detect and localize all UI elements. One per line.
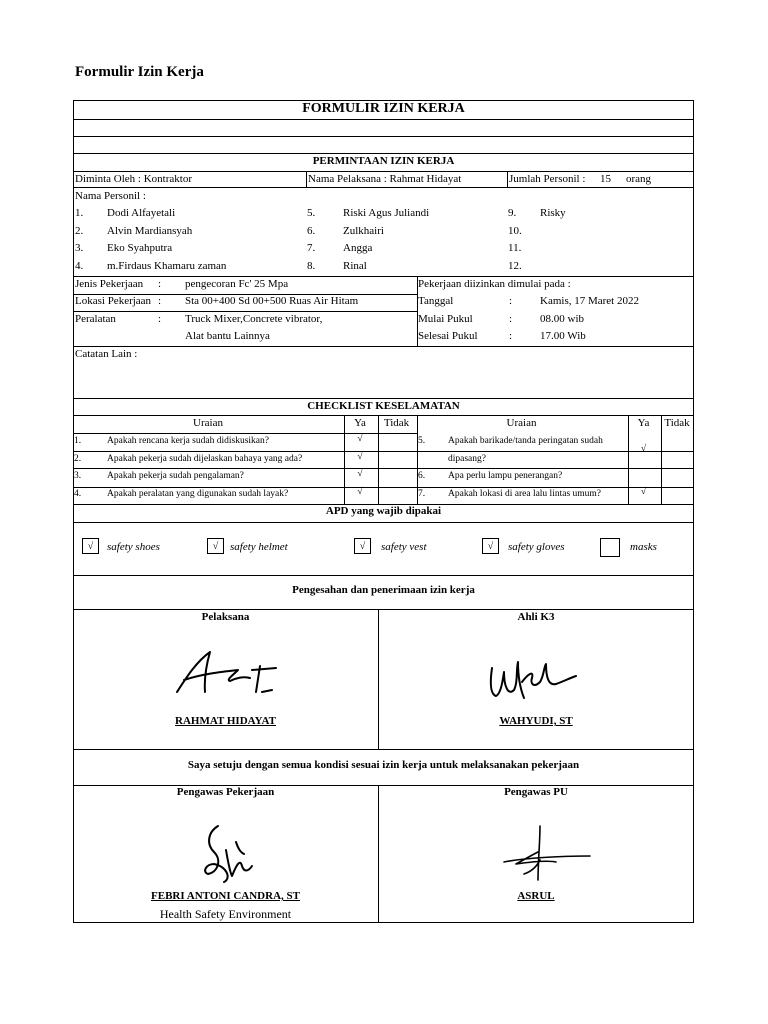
- signature-wahyudi: [486, 658, 586, 704]
- colon: :: [509, 313, 513, 325]
- personnel-no: 7.: [307, 242, 316, 254]
- rule: [507, 171, 508, 188]
- personnel-unit: orang: [626, 173, 652, 185]
- personnel-no: 6.: [307, 225, 316, 237]
- work-type-label: Jenis Pekerjaan: [75, 278, 144, 290]
- checklist-item: Apa perlu lampu penerangan?: [448, 471, 563, 481]
- pu-supervisor-role: Pengawas PU: [504, 786, 568, 798]
- apd-checkbox[interactable]: √: [482, 538, 499, 554]
- check-mark: √: [357, 469, 363, 479]
- personnel-name: Dodi Alfayetali: [107, 207, 176, 219]
- end-time-value: 17.00 Wib: [540, 330, 586, 342]
- check-mark: √: [640, 444, 647, 454]
- apd-title: APD yang wajib dipakai: [325, 505, 442, 517]
- equipment-label: Peralatan: [75, 313, 116, 325]
- approval-title: Pengesahan dan penerimaan izin kerja: [292, 584, 475, 596]
- check-mark: √: [357, 452, 363, 462]
- supervisor-name-sign: FEBRI ANTONI CANDRA, ST: [151, 890, 300, 902]
- signature-febri: [196, 822, 256, 886]
- rule: [74, 276, 693, 277]
- requested-by: Diminta Oleh : Kontraktor: [75, 173, 193, 185]
- start-title: Pekerjaan diizinkan dimulai pada :: [418, 278, 571, 290]
- executor-role: Pelaksana: [201, 611, 250, 623]
- checklist-no: 6.: [418, 471, 426, 481]
- signature-asrul: [500, 822, 594, 886]
- checklist-no: 3.: [74, 471, 82, 481]
- colon: :: [509, 330, 513, 342]
- equipment-value-2: Alat bantu Lainnya: [185, 330, 270, 342]
- personnel-name: Rinal: [343, 260, 367, 272]
- apd-label: safety helmet: [230, 541, 288, 553]
- personnel-name: Alvin Mardiansyah: [107, 225, 193, 237]
- apd-checkbox[interactable]: [600, 538, 620, 557]
- form-header: FORMULIR IZIN KERJA: [302, 101, 465, 116]
- rule: [74, 136, 693, 137]
- checklist-no: 7.: [418, 489, 426, 499]
- apd-label: safety gloves: [508, 541, 565, 553]
- personnel-count: 15: [600, 173, 611, 185]
- colon: :: [158, 295, 162, 307]
- personnel-no: 9.: [508, 207, 517, 219]
- personnel-name: m.Firdaus Khamaru zaman: [107, 260, 227, 272]
- document-title: Formulir Izin Kerja: [75, 64, 204, 80]
- personnel-name: Riski Agus Juliandi: [343, 207, 430, 219]
- personnel-no: 12.: [508, 260, 522, 272]
- work-type-value: pengecoran Fc' 25 Mpa: [185, 278, 289, 290]
- apd-label: safety shoes: [107, 541, 160, 553]
- check-mark: √: [357, 487, 363, 497]
- colon: :: [509, 295, 513, 307]
- rule: [74, 575, 693, 576]
- personnel-name: Angga: [343, 242, 373, 254]
- end-time-label: Selesai Pukul: [418, 330, 478, 342]
- personnel-count-label: Jumlah Personil :: [509, 173, 586, 185]
- personnel-no: 11.: [508, 242, 522, 254]
- checklist-col-yes: Ya: [354, 417, 366, 429]
- personnel-no: 2.: [75, 225, 84, 237]
- signature-rahmat: [172, 648, 282, 698]
- rule: [74, 346, 693, 347]
- apd-checkbox[interactable]: √: [82, 538, 99, 554]
- checklist-item: Apakah peralatan yang digunakan sudah layak?: [107, 489, 289, 499]
- colon: :: [158, 278, 162, 290]
- personnel-no: 1.: [75, 207, 84, 219]
- rule: [306, 171, 307, 188]
- start-time-label: Mulai Pukul: [418, 313, 473, 325]
- check-mark: √: [357, 434, 363, 444]
- executor-name-sign: RAHMAT HIDAYAT: [175, 715, 276, 727]
- equipment-value: Truck Mixer,Concrete vibrator,: [185, 313, 323, 325]
- start-time-value: 08.00 wib: [540, 313, 584, 325]
- checklist-no: 2.: [74, 454, 82, 464]
- work-location-value: Sta 00+400 Sd 00+500 Ruas Air Hitam: [185, 295, 359, 307]
- work-location-label: Lokasi Pekerjaan: [75, 295, 152, 307]
- personnel-name: Eko Syahputra: [107, 242, 173, 254]
- supervisor-subtitle: Health Safety Environment: [159, 907, 292, 921]
- date-value: Kamis, 17 Maret 2022: [540, 295, 639, 307]
- checklist-col-no: Tidak: [664, 417, 690, 429]
- checklist-item: Apakah rencana kerja sudah didiskusikan?: [107, 436, 269, 446]
- rule: [74, 451, 693, 452]
- executor-name: Nama Pelaksana : Rahmat Hidayat: [308, 173, 462, 185]
- supervisor-role: Pengawas Pekerjaan: [176, 786, 275, 798]
- checklist-col-item: Uraian: [193, 417, 223, 429]
- personnel-no: 3.: [75, 242, 84, 254]
- rule: [378, 609, 379, 750]
- personnel-no: 4.: [75, 260, 84, 272]
- checklist-title: CHECKLIST KESELAMATAN: [307, 400, 460, 412]
- notes-label: Catatan Lain :: [75, 348, 138, 360]
- k3-role: Ahli K3: [517, 611, 555, 623]
- checklist-item: Apakah pekerja sudah pengalaman?: [107, 471, 244, 481]
- request-section-title: PERMINTAAN IZIN KERJA: [312, 155, 455, 167]
- personnel-name: Zulkhairi: [343, 225, 384, 237]
- checklist-no: 4.: [74, 489, 82, 499]
- personnel-no: 10.: [508, 225, 522, 237]
- rule: [74, 187, 693, 188]
- apd-label: safety vest: [381, 541, 427, 553]
- checklist-item: Apakah pekerja sudah dijelaskan bahaya yang ada?: [107, 454, 303, 464]
- apd-checkbox[interactable]: √: [207, 538, 224, 554]
- checklist-col-item: Uraian: [506, 417, 537, 429]
- agreement-statement: Saya setuju dengan semua kondisi sesuai izin kerja untuk melaksanakan pekerjaan: [187, 759, 580, 771]
- rule: [74, 468, 693, 469]
- checklist-item: Apakah barikade/tanda peringatan sudah: [448, 436, 603, 446]
- personnel-label: Nama Personil :: [75, 190, 146, 202]
- personnel-no: 8.: [307, 260, 316, 272]
- rule: [74, 119, 693, 120]
- rule: [74, 749, 693, 750]
- personnel-name: Risky: [540, 207, 566, 219]
- checklist-col-yes: Ya: [637, 417, 650, 429]
- checklist-item-cont: dipasang?: [448, 454, 486, 464]
- personnel-no: 5.: [307, 207, 316, 219]
- checklist-item: Apakah lokasi di area lalu lintas umum?: [448, 489, 602, 499]
- rule: [74, 522, 693, 523]
- checklist-no: 1.: [74, 436, 82, 446]
- apd-label: masks: [630, 541, 657, 553]
- colon: :: [158, 313, 162, 325]
- checklist-no: 5.: [418, 436, 426, 446]
- checklist-col-no: Tidak: [383, 417, 410, 429]
- k3-name-sign: WAHYUDI, ST: [499, 715, 573, 727]
- date-label: Tanggal: [418, 295, 454, 307]
- pu-supervisor-name-sign: ASRUL: [517, 890, 555, 902]
- apd-checkbox[interactable]: √: [354, 538, 371, 554]
- check-mark: √: [640, 487, 647, 497]
